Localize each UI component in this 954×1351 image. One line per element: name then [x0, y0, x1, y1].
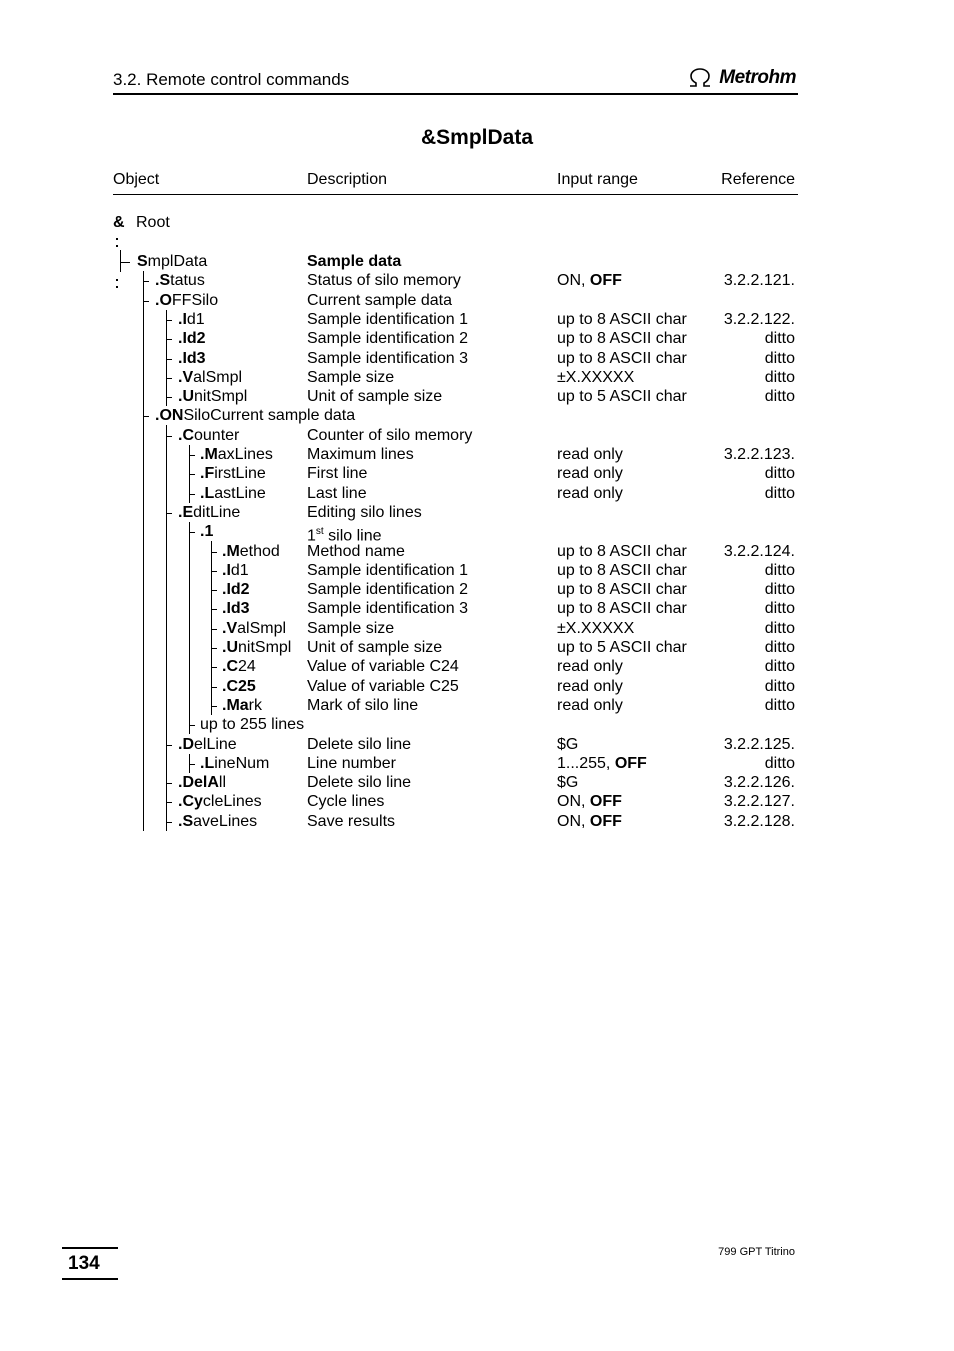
- object-name-rest: nitSmpl: [194, 388, 248, 406]
- object-name-bold: .C: [178, 426, 194, 444]
- object-name-bold: .U: [178, 388, 194, 406]
- object-name: [200, 484, 266, 503]
- object-name: [178, 329, 206, 348]
- object-name: [178, 735, 237, 754]
- object-name-bold: .L: [200, 484, 215, 502]
- object-name-bold: .Ma: [222, 696, 249, 714]
- column-header-input-range: Input range: [557, 171, 638, 188]
- description-text: Mark of silo line: [307, 696, 419, 714]
- description: [307, 561, 468, 580]
- description: [307, 271, 461, 290]
- reference: ditto: [764, 330, 795, 348]
- description-text: Sample identification 1: [307, 561, 468, 579]
- description: [307, 657, 459, 676]
- running-header: 3.2. Remote control commands: [113, 70, 350, 89]
- input-range: [557, 599, 687, 618]
- object-name: [155, 271, 205, 290]
- object-name: [137, 252, 207, 271]
- description-tail: silo line: [323, 527, 382, 545]
- tree-ellipsis-dot: [116, 238, 118, 240]
- reference: ditto: [764, 581, 795, 599]
- page-title: &SmplData: [420, 126, 534, 149]
- description-text: Counter of silo memory: [307, 426, 473, 444]
- object-name-bold: .1: [200, 523, 214, 541]
- object-name: [222, 599, 250, 618]
- input-range-text: up to 8 ASCII char: [557, 581, 687, 599]
- object-name-bold: .Id2: [222, 581, 250, 599]
- object-name-rest: elLine: [194, 735, 237, 753]
- root-label: Root: [136, 214, 170, 231]
- reference: ditto: [764, 677, 795, 695]
- input-range-text: read only: [557, 658, 623, 676]
- column-header-object: Object: [113, 171, 160, 188]
- tree-connector-line: [143, 271, 144, 831]
- input-range-text: ±X.XXXXX: [557, 619, 635, 637]
- object-name-rest: SiloCurrent sample data: [183, 407, 356, 425]
- input-range: [557, 445, 623, 464]
- input-range: [557, 464, 623, 483]
- input-range-text: up to 8 ASCII char: [557, 349, 687, 367]
- description-text: Unit of sample size: [307, 388, 443, 406]
- description: [307, 349, 468, 368]
- reference: ditto: [764, 484, 795, 502]
- reference: 3.2.2.128.: [723, 812, 795, 830]
- object-name: [155, 406, 355, 425]
- description-text: Delete silo line: [307, 774, 412, 792]
- description-text: Value of variable C25: [307, 677, 459, 695]
- tree-connector-line: [189, 754, 190, 773]
- object-name-bold: .E: [178, 503, 194, 521]
- reference: ditto: [764, 639, 795, 656]
- input-range-text: up to 5 ASCII char: [557, 388, 687, 406]
- reference: 3.2.2.122.: [723, 310, 795, 328]
- object-name: [200, 522, 213, 541]
- description-text: Sample size: [307, 619, 395, 637]
- reference: ditto: [764, 696, 795, 714]
- object-name: [200, 464, 266, 483]
- description-superscript: st: [315, 526, 324, 538]
- input-range-text: ON,: [557, 812, 590, 830]
- object-name-rest: axLines: [217, 446, 273, 463]
- column-header-description: Description: [307, 171, 388, 188]
- description: [307, 542, 405, 561]
- brand-name: Metrohm: [719, 67, 796, 88]
- description: [307, 291, 452, 310]
- input-range-text: ±X.XXXXX: [557, 368, 635, 386]
- input-range-text: up to 5 ASCII char: [557, 639, 687, 656]
- input-range: [557, 657, 623, 676]
- tree-ellipsis-dot: [116, 245, 118, 247]
- object-name-rest: d1: [186, 310, 205, 328]
- description-text: Delete silo line: [307, 735, 412, 753]
- input-range: [557, 329, 687, 348]
- object-name: [222, 696, 262, 715]
- input-range: [557, 638, 687, 657]
- description: [307, 735, 411, 754]
- object-name-bold: S: [137, 253, 148, 270]
- input-range-text: read only: [557, 484, 623, 502]
- description: [307, 792, 384, 811]
- tree-ellipsis-dot: [116, 286, 118, 288]
- object-name: [200, 445, 273, 464]
- object-name: [222, 657, 256, 676]
- object-name: [178, 387, 247, 406]
- input-range: [557, 696, 623, 715]
- description: [307, 599, 468, 618]
- object-name-bold: .L: [200, 754, 215, 772]
- input-range: [557, 619, 634, 638]
- object-name-rest: astLine: [214, 484, 266, 502]
- input-range-text: up to 8 ASCII char: [557, 600, 687, 618]
- object-name-rest: ineNum: [214, 754, 270, 772]
- object-name-rest: ll: [218, 774, 227, 792]
- object-name-rest: cleLines: [202, 793, 262, 811]
- description-text: Save results: [307, 812, 396, 830]
- tree-connector-line: [189, 522, 190, 734]
- input-range: [557, 754, 647, 773]
- reference: ditto: [764, 561, 795, 579]
- object-name-bold: .O: [155, 291, 172, 309]
- input-range: [557, 484, 623, 503]
- column-header-reference: Reference: [721, 171, 795, 188]
- description-text: Value of variable C24: [307, 658, 459, 676]
- object-name: [178, 812, 257, 831]
- object-name: [222, 677, 256, 696]
- description-text: Sample identification 1: [307, 310, 468, 328]
- object-name-rest: up to 255 lines: [200, 716, 305, 734]
- reference: ditto: [764, 388, 795, 406]
- description: [307, 677, 459, 696]
- description-text: Sample identification 2: [307, 581, 468, 599]
- object-name-rest: tatus: [170, 272, 205, 290]
- object-name: [178, 426, 239, 445]
- object-name: [155, 291, 218, 310]
- input-range: [557, 387, 687, 406]
- object-name-bold: .C: [222, 658, 238, 676]
- object-name: [178, 773, 226, 792]
- object-name-bold: .ON: [155, 407, 184, 425]
- object-name-bold: .V: [178, 368, 194, 386]
- object-name-bold: .S: [155, 272, 171, 290]
- reference: 3.2.2.125.: [723, 735, 795, 753]
- object-name-bold: .Id3: [178, 349, 206, 367]
- input-range: [557, 812, 622, 831]
- object-name-bold: .DelA: [178, 774, 219, 792]
- input-range-default: OFF: [589, 793, 622, 811]
- reference: 3.2.2.124.: [723, 542, 795, 560]
- object-name-bold: .M: [200, 446, 218, 463]
- input-range: [557, 677, 623, 696]
- input-range: [557, 542, 687, 561]
- object-name-bold: .V: [222, 619, 238, 637]
- input-range-text: $G: [557, 774, 579, 792]
- object-name: [222, 619, 286, 638]
- object-name-bold: .I: [178, 310, 187, 328]
- input-range-text: up to 8 ASCII char: [557, 310, 687, 328]
- object-name-rest: rk: [248, 696, 262, 714]
- input-range-text: read only: [557, 446, 623, 463]
- description: [307, 484, 367, 503]
- description: [307, 329, 468, 348]
- object-name-rest: alSmpl: [193, 368, 243, 386]
- object-name-bold: .M: [222, 542, 240, 560]
- input-range-text: up to 8 ASCII char: [557, 330, 687, 348]
- object-name-bold: .D: [178, 735, 194, 753]
- description: [307, 580, 468, 599]
- reference: ditto: [764, 619, 795, 637]
- description-text: Last line: [307, 484, 367, 502]
- reference: ditto: [764, 465, 795, 483]
- description: [307, 368, 394, 387]
- input-range-default: OFF: [589, 812, 622, 830]
- object-name-bold: .S: [178, 812, 194, 830]
- object-name: [178, 368, 242, 387]
- description: [307, 812, 395, 831]
- reference: 3.2.2.126.: [723, 774, 795, 792]
- input-range: [557, 561, 687, 580]
- object-name: [178, 310, 205, 329]
- description-text: Editing silo lines: [307, 503, 422, 521]
- object-name-bold: .Id3: [222, 600, 250, 618]
- description-text: 1: [307, 527, 316, 545]
- reference: ditto: [764, 368, 795, 386]
- input-range: [557, 792, 622, 811]
- reference: ditto: [764, 600, 795, 618]
- reference: ditto: [764, 754, 795, 772]
- description: [307, 638, 442, 657]
- input-range: [557, 310, 687, 329]
- description-text: Line number: [307, 754, 396, 772]
- object-name-rest: d1: [230, 561, 249, 579]
- input-range: [557, 773, 578, 792]
- object-name-rest: ethod: [239, 542, 280, 560]
- input-range-default: OFF: [589, 272, 622, 290]
- tree-ellipsis-dot: [116, 279, 118, 281]
- object-name: [178, 349, 206, 368]
- tree-connector-tick: [120, 262, 130, 263]
- tree-connector-line: [189, 445, 190, 503]
- input-range-text: read only: [557, 677, 623, 695]
- object-name: [200, 754, 269, 773]
- input-range: [557, 368, 634, 387]
- object-name-bold: .Cy: [178, 793, 203, 811]
- reference: ditto: [764, 349, 795, 367]
- page-number: 134: [62, 1247, 118, 1280]
- input-range-text: $G: [557, 735, 579, 753]
- object-name: [222, 561, 249, 580]
- object-name-rest: ditLine: [193, 503, 241, 521]
- reference: 3.2.2.127.: [723, 793, 795, 811]
- description: [307, 619, 394, 638]
- description: [307, 503, 422, 522]
- description-text: Unit of sample size: [307, 639, 443, 656]
- object-name-rest: ounter: [194, 426, 240, 444]
- input-range: [557, 271, 622, 290]
- description-text: Sample identification 3: [307, 600, 468, 618]
- description-text: Status of silo memory: [307, 272, 461, 290]
- input-range-text: ON,: [557, 272, 590, 290]
- object-name: [222, 542, 280, 561]
- input-range-text: 1...255,: [557, 754, 615, 772]
- tree-connector-line: [166, 425, 167, 830]
- input-range-text: ON,: [557, 793, 590, 811]
- input-range: [557, 580, 687, 599]
- input-range: [557, 349, 687, 368]
- input-range-text: up to 8 ASCII char: [557, 561, 687, 579]
- object-name-rest: mplData: [147, 253, 208, 270]
- description: [307, 754, 396, 773]
- object-name-rest: aveLines: [193, 812, 258, 830]
- description-text: Maximum lines: [307, 446, 414, 463]
- description: [307, 252, 401, 271]
- object-name: [222, 580, 250, 599]
- tree-row: [0, 252, 954, 271]
- object-name-rest: irstLine: [214, 465, 266, 483]
- description: [307, 310, 468, 329]
- object-name-rest: FFSilo: [171, 291, 219, 309]
- object-name: [222, 638, 291, 657]
- tree-connector-line: [166, 310, 167, 407]
- description: [307, 387, 442, 406]
- description: [307, 696, 418, 715]
- description-text: Current sample data: [307, 291, 452, 309]
- input-range-text: read only: [557, 696, 623, 714]
- product-name: 799 GPT Titrino: [718, 1246, 795, 1258]
- description-text: First line: [307, 465, 368, 483]
- object-name-rest: 24: [238, 658, 256, 676]
- object-name-bold: .C25: [222, 677, 256, 695]
- object-name-bold: .I: [222, 561, 231, 579]
- description: [307, 464, 367, 483]
- object-name-bold: .Id2: [178, 330, 206, 348]
- tree-connector-line: [120, 250, 121, 272]
- input-range-default: OFF: [614, 754, 647, 772]
- description-text: Method name: [307, 542, 405, 560]
- input-range-text: read only: [557, 465, 623, 483]
- description: [307, 426, 472, 445]
- reference: 3.2.2.121.: [723, 272, 795, 290]
- reference: ditto: [764, 658, 795, 676]
- description-text: Sample size: [307, 368, 395, 386]
- object-name: [178, 503, 240, 522]
- description: [307, 445, 414, 464]
- input-range: [557, 735, 578, 754]
- description-text: Sample identification 2: [307, 330, 468, 348]
- object-name-rest: nitSmpl: [238, 639, 292, 656]
- description-text: Cycle lines: [307, 793, 385, 811]
- object-name-bold: .F: [200, 465, 215, 483]
- object-name: [178, 792, 262, 811]
- description-text: Sample identification 3: [307, 349, 468, 367]
- reference: 3.2.2.123.: [723, 446, 795, 463]
- object-name-rest: alSmpl: [237, 619, 287, 637]
- description-text: Sample data: [307, 253, 402, 270]
- input-range-text: up to 8 ASCII char: [557, 542, 687, 560]
- object-name-bold: .U: [222, 639, 238, 656]
- description: [307, 773, 411, 792]
- tree-connector-line: [211, 541, 212, 715]
- object-name: [200, 715, 304, 734]
- root-symbol: &: [113, 214, 125, 231]
